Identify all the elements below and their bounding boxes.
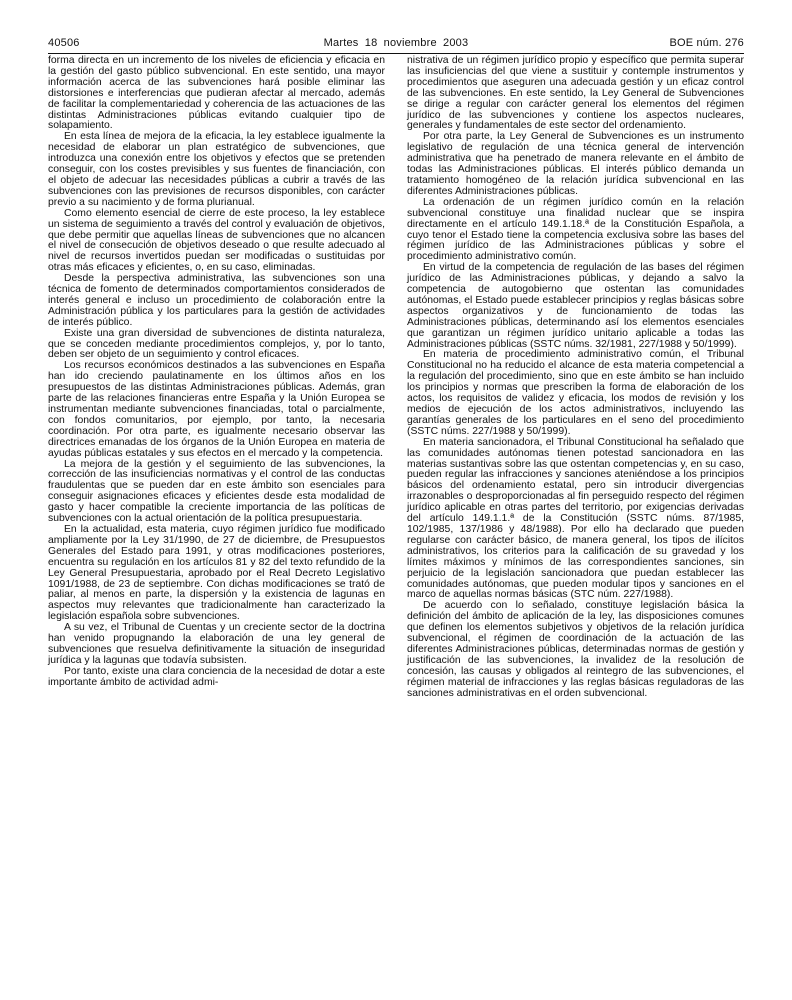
paragraph: forma directa en un incremento de los niveles de eficiencia y eficacia en la gestión del gasto público subvencional. En este sentido, una mayor información acerca de las subvenciones hará posible eliminar las distorsiones e interferencias que pudieran afectar al mercado, además de facilitar la complementariedad y coherencia de las actuaciones de las distintas Administraciones públicas evitando cualquier tipo de solapamiento. — [48, 55, 385, 132]
paragraph: En virtud de la competencia de regulación de las bases del régimen jurídico de las Administraciones públicas, y dejando a salvo la competencia de autogobierno que ostentan las comunidades autónomas, el Estado puede establecer principios y reglas básicas sobre aspectos organizativos y de funcionamiento de todas las Administraciones públicas, determinando así los elementos esenciales que garantizan un régimen jurídico unitario aplicable a todas las Administraciones públicas (SSTC núms. 32/1981, 227/1988 y 50/1999). — [407, 262, 744, 350]
header-rule — [48, 53, 744, 54]
left-column — [48, 56, 385, 699]
bulletin-number: BOE núm. 276 — [669, 37, 744, 49]
document-page — [48, 36, 744, 986]
paragraph: Existe una gran diversidad de subvenciones de distinta naturaleza, que se conceden mediante procedimientos complejos, y, por lo tanto, deben ser objeto de un seguimiento y control eficaces. — [48, 327, 385, 361]
paragraph: En la actualidad, esta materia, cuyo régimen jurídico fue modificado ampliamente por la Ley 31/1990, de 27 de diciembre, de Presupuestos Generales del Estado para 1991, y otras modificaciones posteriores, encuentra su regulación en los artículos 81 y 82 del texto refundido de la Ley General Presupuestaria, aprobado por el Real Decreto Legislativo 1091/1988, de 23 de septiembre. Con dichas modificaciones se trató de paliar, al menos en parte, la dispersión y la existencia de lagunas en aspectos muy relevantes que tradicionalmente han caracterizado la legislación española sobre subvenciones. — [48, 523, 385, 623]
paragraph: En materia sancionadora, el Tribunal Constitucional ha señalado que las comunidades autónomas tienen potestad sancionadora en las materias sustantivas sobre las que ostentan competencias y, en su caso, pueden regular las infracciones y sanciones ateniéndose a los principios básicos del ordenamiento estatal, pero sin introducir divergencias irrazonables o desproporcionadas al fin perseguido respecto del régimen jurídico aplicable en otras partes del territorio, por exigencias derivadas del artículo 149.1.1.ª de la Constitución (SSTC núms. 87/1985, 102/1985, 137/1986 y 48/1988). Por ello ha declarado que pueden regularse con carácter básico, de manera general, los tipos de ilícitos administrativos, los criterios para la calificación de su gravedad y los límites máximos y mínimos de las correspondientes sanciones, sin perjuicio de la legislación sancionadora que puedan establecer las comunidades autónomas, que pueden modular tipos y sanciones en el marco de aquellas normas básicas (STC núm. 227/1988). — [407, 436, 744, 601]
paragraph: En materia de procedimiento administrativo común, el Tribunal Constitucional no ha reducido el alcance de esta materia competencial a la regulación del procedimiento, sino que en este ámbito se han incluido los principios y normas que prescriben la forma de elaboración de los actos, los requisitos de validez y eficacia, los modos de revisión y los medios de ejecución de los actos administrativos, incluyendo las garantías generales de los particulares en el seno del procedimiento (SSTC núms. 227/1988 y 50/1999). — [407, 349, 744, 437]
paragraph: nistrativa de un régimen jurídico propio y específico que permita superar las insuficiencias del que viene a sustituir y contemple instrumentos y procedimientos que aseguren una adecuada gestión y un eficaz control de las subvenciones. En este sentido, la Ley General de Subvenciones se dirige a regular con carácter general los elementos del régimen jurídico de las subvenciones y contiene los aspectos nucleares, generales y fundamentales de este sector del ordenamiento. — [407, 55, 744, 132]
paragraph: De acuerdo con lo señalado, constituye legislación básica la definición del ámbito de aplicación de la ley, las disposiciones comunes que definen los elementos subjetivos y objetivos de la relación jurídica subvencional, el régimen de coordinación de la actuación de las diferentes Administraciones públicas, determinadas normas de gestión y justificación de las subvenciones, la invalidez de la resolución de concesión, las causas y obligados al reintegro de las subvenciones, el régimen material de infracciones y las reglas básicas reguladoras de las sanciones administrativas en el orden subvencional. — [407, 600, 744, 699]
paragraph: Como elemento esencial de cierre de este proceso, la ley establece un sistema de seguimiento a través del control y evaluación de objetivos, que debe permitir que aquellas líneas de subvenciones que no alcancen el nivel de consecución de objetivos deseado o que resulte adecuado al nivel de recursos invertidos puedan ser modificadas o sustituidas por otras más eficaces y eficientes, o, en su caso, eliminadas. — [48, 207, 385, 274]
paragraph: A su vez, el Tribunal de Cuentas y un creciente sector de la doctrina han venido propugnando la elaboración de una ley general de subvenciones que resuelva definitivamente la situación de inseguridad jurídica y la lagunas que todavía subsisten. — [48, 622, 385, 666]
paragraph: Desde la perspectiva administrativa, las subvenciones son una técnica de fomento de determinados comportamientos considerados de interés general e incluso un procedimiento de colaboración entre la Administración pública y los particulares para la gestión de actividades de interés público. — [48, 273, 385, 328]
publication-date: Martes 18 noviembre 2003 — [323, 37, 469, 49]
paragraph: Por otra parte, la Ley General de Subvenciones es un instrumento legislativo de regulación de una técnica general de intervención administrativa que ha penetrado de manera relevante en el ámbito de todas las Administraciones públicas. El interés público demanda un tratamiento homogéneo de la relación jurídica subvencional en las diferentes Administraciones públicas. — [407, 131, 744, 197]
paragraph: La mejora de la gestión y el seguimiento de las subvenciones, la corrección de las insuficiencias normativas y el control de las conductas fraudulentas que se pueden dar en este ámbito son esenciales para conseguir asignaciones eficaces y eficientes desde esta modalidad de gasto y hacer compatible la creciente importancia de las políticas de subvenciones con la actual orientación de la política presupuestaria. — [48, 458, 385, 525]
text-columns — [48, 56, 744, 699]
paragraph: En esta línea de mejora de la eficacia, la ley establece igualmente la necesidad de elaborar un plan estratégico de subvenciones, que introduzca una conexión entre los objetivos y efectos que se pretenden conseguir, con los costes previsibles y sus fuentes de financiación, con el objeto de adecuar las necesidades públicas a cubrir a través de las subvenciones con las previsiones de recursos disponibles, con carácter previo a su nacimiento y de forma plurianual. — [48, 131, 385, 208]
paragraph: Por tanto, existe una clara conciencia de la necesidad de dotar a este importante ámbito de actividad admi- — [48, 665, 385, 688]
paragraph: Los recursos económicos destinados a las subvenciones en España han ido creciendo paulatinamente en los últimos años en los presupuestos de las distintas Administraciones públicas. Además, gran parte de las relaciones financieras entre España y la Unión Europea se instrumentan mediante subvenciones financiadas, total o parcialmente, con fondos comunitarios, por ejemplo, por tanto, la necesaria coordinación. Por otra parte, es igualmente necesario observar las directrices emanadas de los órganos de la Unión Europea en materia de ayudas públicas estatales y sus efectos en el mercado y la competencia. — [48, 360, 385, 459]
right-column — [407, 56, 744, 699]
page-number: 40506 — [48, 37, 80, 49]
paragraph: La ordenación de un régimen jurídico común en la relación subvencional constituye una finalidad nuclear que se inspira directamente en el artículo 149.1.18.ª de la Constitución Española, a cuyo tenor el Estado tiene la competencia exclusiva sobre las bases del régimen jurídico de las Administraciones públicas y sobre el procedimiento administrativo común. — [407, 196, 744, 263]
running-header — [48, 36, 744, 52]
